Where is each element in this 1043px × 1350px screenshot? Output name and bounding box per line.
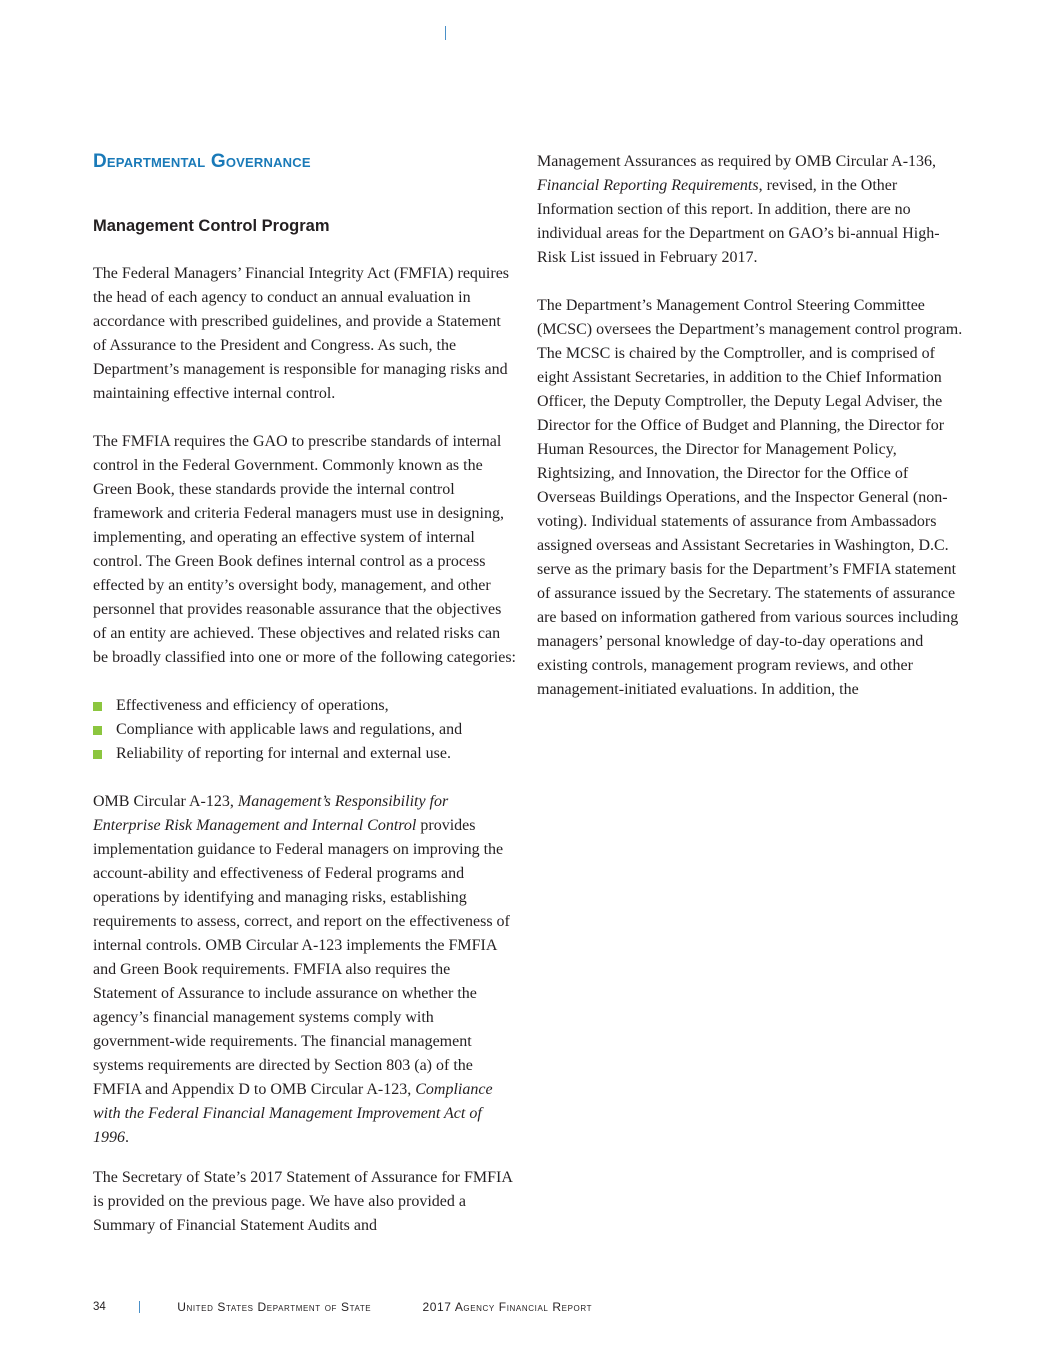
square-bullet-icon	[93, 702, 102, 711]
right-column	[537, 150, 967, 702]
paragraph-secretary: The Secretary of State’s 2017 Statement of Assurance for FMFIA is provided on the previous page. We have also provided a Summary of Financial Statement Audits and	[93, 1169, 513, 1234]
text-run: OMB Circular A-123,	[93, 793, 238, 810]
list-item	[93, 694, 518, 718]
list-item	[93, 742, 518, 766]
list-item-text: Effectiveness and efficiency of operations,	[116, 697, 389, 714]
paragraph-assurances	[537, 150, 967, 270]
section-title: Departmental Governance	[93, 151, 311, 172]
left-column	[93, 150, 518, 1238]
text-run: .	[125, 1129, 129, 1146]
footer-divider	[139, 1301, 140, 1313]
paragraph-omb-a123	[93, 790, 518, 1150]
paragraph-fmfia: The Federal Managers’ Financial Integrity Act (FMFIA) requires the head of each agency to conduct an annual evaluation in accordance with prescribed guidelines, and provide a Statement of Assurance to the President and Congress. As such, the Department’s management is responsible for managing risks and maintaining effective internal control.	[93, 265, 510, 402]
footer-department: United States Department of State	[177, 1300, 372, 1314]
list-item	[93, 718, 518, 742]
subsection-title: Management Control Program	[93, 217, 330, 235]
paragraph-mcsc: The Department’s Management Control Steering Committee (MCSC) oversees the Department’s management control program. The MCSC is chaired by the Comptroller, and is comprised of eight Assistant Secretaries, in addition to the Chief Information Officer, the Deputy Comptroller, the Deputy Legal Adviser, the Director for the Office of Budget and Planning, the Director for Human Resources, the Director for Management Policy, Rightsizing, and Innovation, the Director for the Office of Overseas Buildings Operations, and the Inspector General (non-voting). Individual statements of assurance from Ambassadors assigned overseas and Assistant Secretaries in Washington, D.C. serve as the primary basis for the Department’s FMFIA statement of assurance issued by the Secretary. The statements of assurance are based on information gathered from various sources including managers’ personal knowledge of day-to-day operations and existing controls, management program reviews, and other management-initiated evaluations. In addition, the	[537, 297, 963, 698]
italic-title: Compliance with the Federal Financial Management Improvement Act of 1996	[93, 1081, 493, 1146]
square-bullet-icon	[93, 726, 102, 735]
text-run: provides implementation guidance to Federal managers on improving the account-ability and effectiveness of Federal programs and operations by identifying and managing risks, establishing requirements to assess, correct, and report on the effectiveness of internal controls. OMB Circular A-123 implements the FMFIA and Green Book requirements. FMFIA also requires the Statement of Assurance to include assurance on whether the agency’s financial management systems comply with government-wide requirements. The financial management systems requirements are directed by Section 803 (a) of the FMFIA and Appendix D to OMB Circular A-123,	[93, 817, 510, 1098]
category-list	[93, 694, 518, 766]
italic-title: Management’s Responsibility for Enterprise Risk Management and Internal Control	[93, 793, 449, 834]
list-item-text: Reliability of reporting for internal and external use.	[116, 745, 451, 762]
square-bullet-icon	[93, 750, 102, 759]
paragraph-green-book: The FMFIA requires the GAO to prescribe standards of internal control in the Federal Government. Commonly known as the Green Book, these standards provide the internal control framework and criteria Federal managers must use in designing, implementing, and operating an effective system of internal control. The Green Book defines internal control as a process effected by an entity’s oversight body, management, and other personnel that provides reasonable assurance that the objectives of an entity are achieved. These objectives and related risks can be broadly classified into one or more of the following categories:	[93, 433, 516, 666]
page-number: 34	[93, 1301, 106, 1313]
footer-report-title: 2017 Agency Financial Report	[422, 1300, 593, 1314]
top-divider-tick	[445, 26, 446, 40]
italic-title: Financial Reporting Requirements	[537, 177, 759, 194]
text-run: , revised, in the Other Information section of this report. In addition, there are no individual areas for the Department on GAO’s bi-annual High-Risk List issued in February 2017.	[537, 177, 940, 266]
text-run: Management Assurances as required by OMB Circular A-136,	[537, 153, 937, 170]
page-footer	[93, 1300, 592, 1314]
list-item-text: Compliance with applicable laws and regulations, and	[116, 721, 463, 738]
